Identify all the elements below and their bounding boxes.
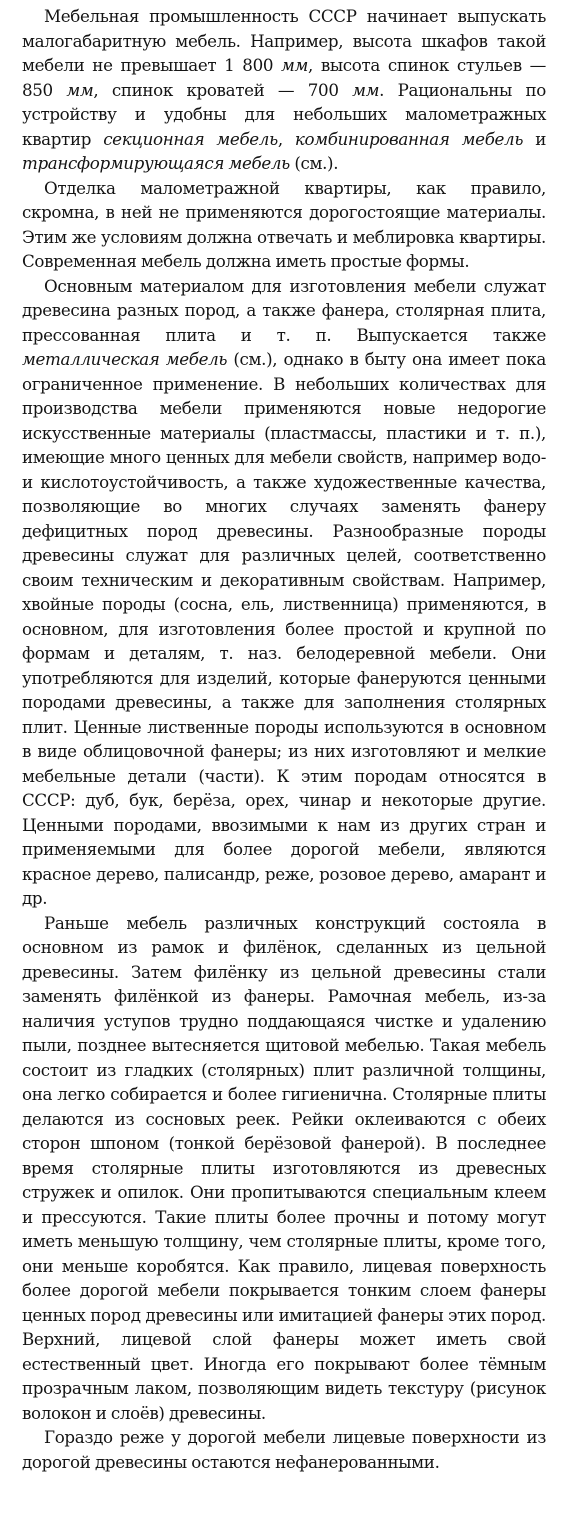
text-run: и <box>523 128 546 149</box>
text-run: , <box>277 128 295 149</box>
text-run: , высота спинок стульев — 850 <box>22 55 546 100</box>
text-run: Раньше мебель различных конструкций состояла в основном из рамок и филёнок, сделанных из цельной древесины. Затем филёнку из цельной древесины стали заменять филёнкой из фанеры. Рамочная мебель, из-за наличия уступов трудно поддающаяся чистке и удалению пыли, позднее вытесняется щитовой мебелью. Такая мебель состоит из гладких (столярных) плит различной толщины, она легко собирается и более гигиенична. Столярные плиты делаются из сосновых реек. Рейки оклеиваются с обеих сторон шпоном (тонкой берёзовой фанерой). В последнее время столярные плиты изготовляются из древесных стружек и опилок. Они пропитываются специальным клеем и прессуются. Такие плиты более прочны и потому могут иметь меньшую толщину, чем столярные плиты, кроме того, они меньше коробятся. Как правило, лицевая поверхность более дорогой мебели покрывается тонким слоем фанеры ценных пород древесины или имитацией фанеры этих пород. Верхний, лицевой слой фанеры может иметь свой естественный цвет. Иногда его покрывают более тёмным прозрачным лаком, позволяющим видеть текстуру (рисунок волокон и слоёв) древесины. <box>22 912 546 1423</box>
italic-term: мм <box>66 79 94 100</box>
text-run: Гораздо реже у дорогой мебели лицевые поверхности из дорогой древесины остаются нефанерованными. <box>22 1427 546 1472</box>
text-run: Основным материалом для изготовления мебели служат древесина разных пород, а также фанера, столярная плита, прессованная плита и т. п. Выпускается также <box>22 275 546 345</box>
italic-term: мм <box>352 79 380 100</box>
italic-term: мм <box>281 55 308 75</box>
italic-term: трансформирующаяся мебель <box>22 153 290 173</box>
paragraph-3 <box>22 274 546 911</box>
text-run: (см.), однако в быту она имеет пока ограниченное применение. В небольших количествах для производства мебели применяются новые недорогие искусственные материалы (пластмассы, пластики и т. п.), имеющие много ценных для мебели свойств, например водо- и кислотоустойчивость, а также художественные качества, позволяющие во многих случаях заменять фанеру дефицитных пород древесины. Разнообразные породы древесины служат для различных целей, соответственно своим техническим и декоративным свойствам. Например, хвойные породы (сосна, ель, лиственница) применяются, в основном, для изготовления более простой и крупной по формам и деталям, т. наз. белодеревной мебели. Они употребляются для изделий, которые фанеруются ценными породами древесины, а также для заполнения столярных плит. Ценные лиственные породы используются в основном в виде облицовочной фанеры; из них изготовляют и мелкие мебельные детали (части). К этим породам относятся в СССР: дуб, бук, берёза, орех, чинар и некоторые другие. Ценными породами, ввозимыми к нам из других стран и применяемыми для более дорогой мебели, являются красное дерево, палисандр, реже, розовое дерево, амарант и др. <box>22 349 546 908</box>
text-run: , спинок кроватей — 700 <box>93 79 353 100</box>
text-run: Отделка малометражной квартиры, как правило, скромна, в ней не применяются дорогостоящие материалы. Этим же условиям должна отвечать и меблировка квартиры. Современная мебель должна иметь простые формы. <box>22 177 546 271</box>
text-run: . Рациональны по устройству и удобны для небольших малометражных квартир <box>22 79 546 149</box>
italic-term: комбинированная мебель <box>294 128 524 149</box>
paragraph-5 <box>22 1425 546 1474</box>
italic-term: секционная мебель <box>103 128 278 149</box>
text-run: Мебельная промышленность СССР начинает выпускать малогабаритную мебель. Например, высота шкафов такой мебели не превышает 1 800 <box>22 6 546 75</box>
paragraph-2 <box>22 176 546 274</box>
text-run: (см.). <box>289 153 339 173</box>
paragraph-4 <box>22 911 546 1426</box>
paragraph-1 <box>22 4 546 176</box>
italic-term: металлическая мебель <box>22 349 228 369</box>
